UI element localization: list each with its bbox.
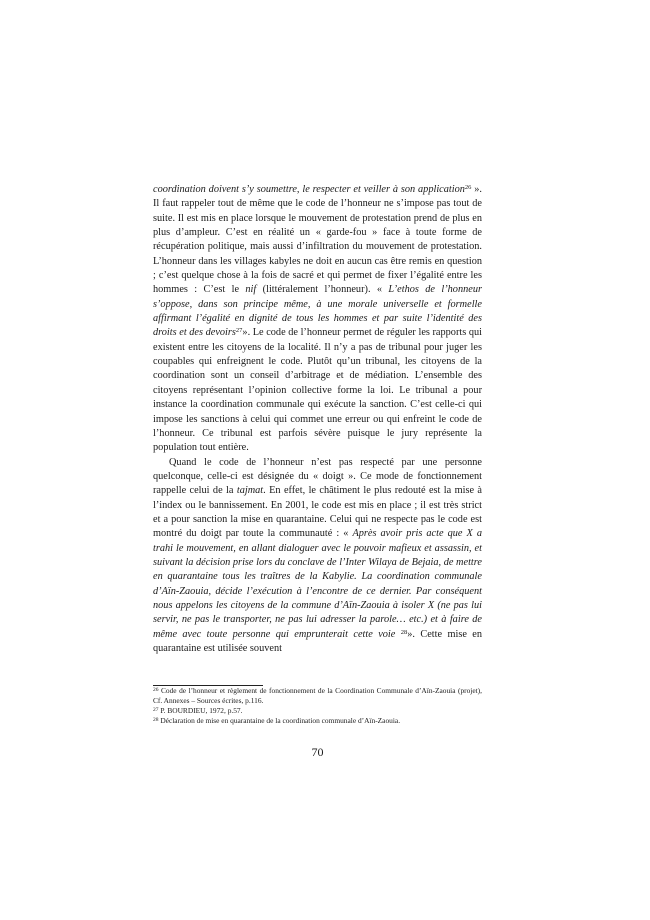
italic-text: coordination doivent s’y soumettre, le respecter et veiller à son application	[153, 184, 465, 195]
footnote-number: 27	[153, 707, 159, 713]
text-run: . En effet, le châtiment le plus redouté est la mise à l’index ou le bannissement. En 2001, le code est mis en place ; il est très strict et a pour sanction la mise en quarantaine. Celui qui ne respecte pas le code est montré du doigt par toute la communauté : «	[153, 485, 482, 540]
page-body	[153, 183, 482, 656]
text-run: ». Le code de l’honneur permet de réguler les rapports qui existent entre les citoyens de la localité. Il n’y a pas de tribunal pour juger les coupables qui enfreignent le code. Plutôt qu’un tribunal, les citoyens de la coordination sont un conseil d’arbitrage et de médiation. L’ensemble des citoyens représentant l’opinion collective forme la loi. Le tribunal a pour instance la coordination communale qui exécute la sanction. C’est celle-ci qui impose les sanctions à celui qui commet une erreur ou qui enfreint le code de l’honneur. Ce tribunal est parfois sévère puisque le jury représente la population tout entière.	[153, 327, 482, 454]
footnote-text: Déclaration de mise en quarantaine de la coordination communale d’Aïn-Zaouia.	[158, 716, 401, 725]
italic-text: L’ethos de l’honneur s’oppose, dans son principe même, à une morale universelle et formelle affirmant l’égalité en dignité de tous les hommes et par suite l’identité des droits et des devoirs	[153, 284, 482, 339]
footnote-ref: 28	[400, 628, 408, 636]
text-run: Quand le code de l’honneur n’est pas respecté par une personne quelconque, celle-ci est désignée du « doigt ». Ce mode de fonctionnement rappelle celui de la	[153, 456, 482, 497]
text-run: (littéralement l’honneur). «	[256, 284, 389, 296]
text-run: ». Cette mise en quarantaine est utilisée souvent	[153, 628, 483, 654]
footnote-ref: 26	[464, 184, 472, 191]
footnote-number: 26	[153, 687, 159, 693]
italic-text: tajmat	[236, 485, 264, 497]
paragraph-1	[153, 183, 482, 456]
paragraph-2	[153, 456, 482, 657]
footnotes	[153, 686, 482, 726]
text-run: ». Il faut rappeler tout de même que le code de l’honneur ne s’impose pas tout de suite. Il est mis en place lorsque le mouvement de protestation prend de plus en plus d’ampleur. C’est en réalité un « garde-fou » face à toute forme de récupération politique, mais aussi d’infiltration du mouvement de protestation. L’honneur dans les villages kabyles ne doit en aucun cas être remis en question ; c’est quelque chose à la fois de sacré et qui permet de fixer l’égalité entre les hommes : C’est le	[153, 184, 482, 296]
footnote-ref: 27	[235, 327, 243, 335]
footnote-27	[153, 706, 482, 716]
footnote-text: Code de l’honneur et règlement de fonctionnement de la Coordination Communale d’Aïn-Zaouia (projet), Cf. Annexes – Sources écrites, p.116.	[153, 686, 482, 705]
italic-text: Après avoir pris acte que X a trahi le mouvement, en allant dialoguer avec le pouvoir mafieux et assassin, et suivant la décision prise lors du conclave de l’Inter Wilaya de Bejaia, de mettre en quarantaine tous les traîtres de la Kabylie. La coordination communale d’Aïn-Zaouia, décide l’exécution à l’encontre de ce dernier. Par conséquent nous appelons les citoyens de la commune d’Aïn-Zaouia à isoler X (ne pas lui servir, ne pas le transporter, ne pas lui adresser la parole… etc.) et à faire de même avec toute personne qui emprunterait cette voie	[153, 528, 482, 640]
footnote-28	[153, 716, 482, 726]
footnote-text: P. BOURDIEU, 1972, p.57.	[158, 706, 243, 715]
footnote-26	[153, 686, 482, 706]
footnote-number: 28	[153, 717, 159, 723]
italic-text: nif	[245, 284, 257, 296]
page-number: 70	[311, 745, 324, 759]
